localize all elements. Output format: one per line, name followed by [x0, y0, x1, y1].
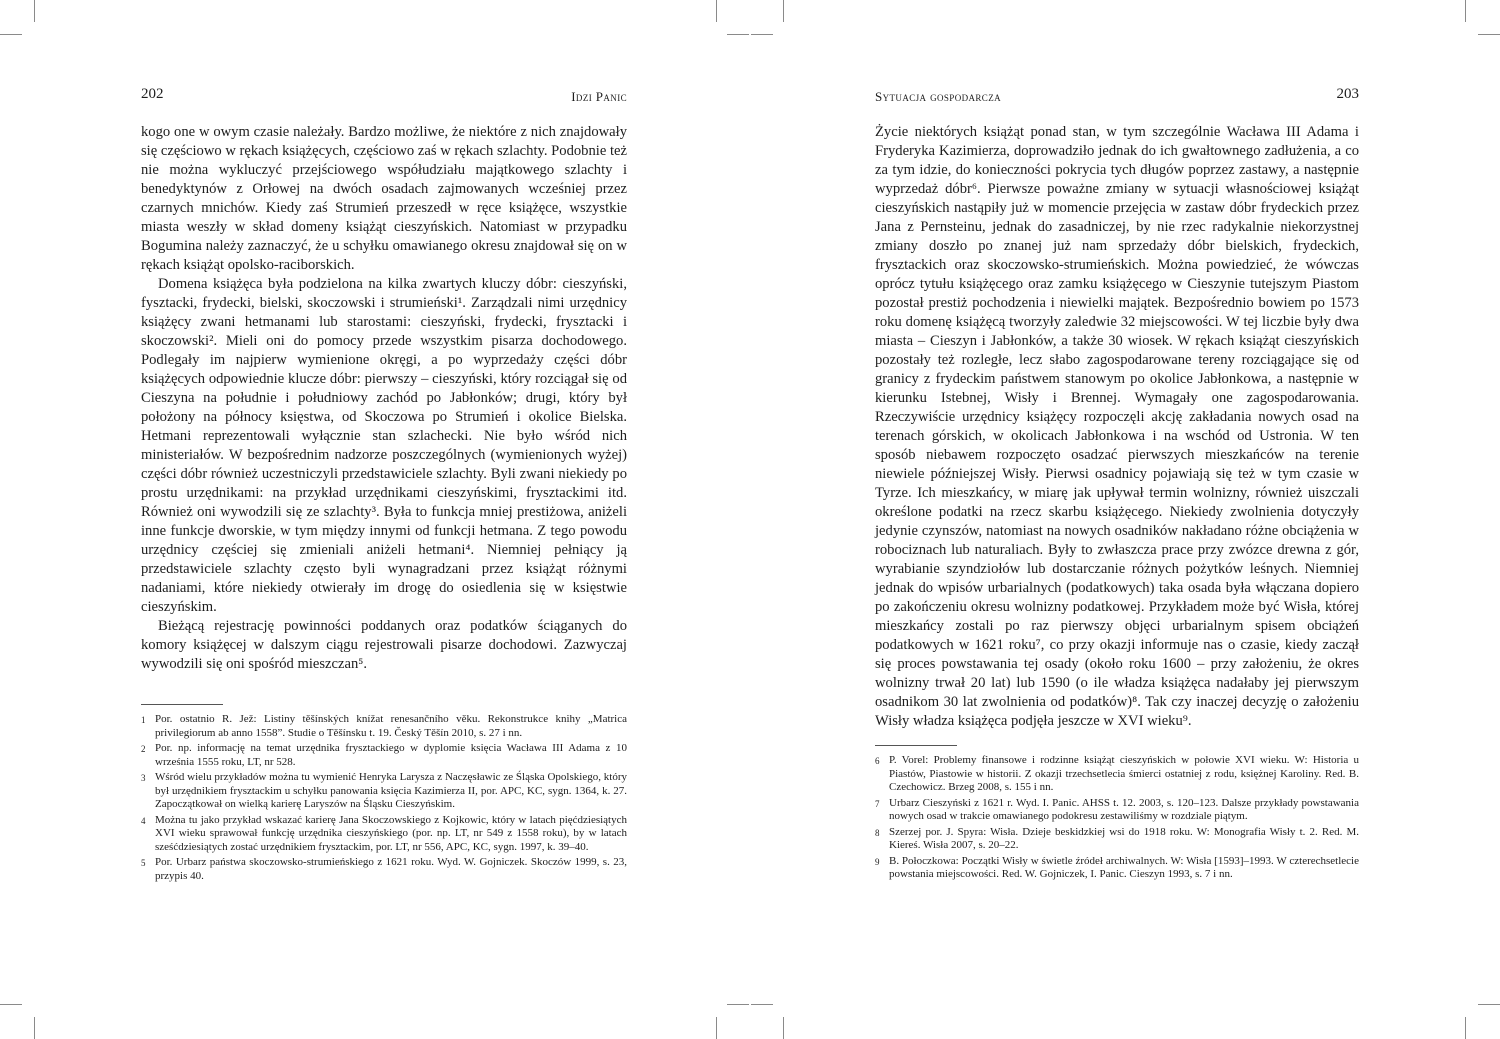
footnote-number: 4: [141, 815, 146, 826]
footnote-number: 5: [141, 858, 146, 868]
footnote: [875, 855, 1359, 882]
footnote: [141, 713, 627, 740]
footnote: [141, 742, 627, 769]
footnote-number: 1: [141, 715, 146, 725]
footnote-text: Por. np. informację na temat urzędnika frysztackiego w dyplomie księcia Wacława III Adama z 10 września 1555 roku, LT, nr 528.: [155, 742, 627, 768]
right-page: [875, 86, 1359, 884]
footnote-text: Urbarz Cieszyński z 1621 r. Wyd. I. Panic. AHSS t. 12. 2003, s. 120–123. Dalsze przykłady powstawania nowych osad w trakcie omawianego podokresu zestawiliśmy w rozdziale piątym.: [889, 796, 1359, 822]
footnote-number: 3: [141, 773, 146, 783]
footnote-rule: [141, 704, 223, 705]
crop-mark: [716, 0, 717, 22]
footnote: [875, 797, 1359, 824]
footnote-rule: [875, 745, 957, 746]
running-title: Idzi Panic: [571, 89, 627, 104]
crop-mark: [1478, 34, 1500, 35]
footnote-text: Wśród wielu przykładów można tu wymienić Henryka Larysza z Naczęsławic ze Śląska Opolskiego, który był urzędnikiem frysztackim u schyłku panowania księcia Kazimierza II, por. APC, KC, sygn. 1364, k. 27. Zapoczątkował on wielką karierę Laryszów na Śląsku Cieszyńskim.: [155, 771, 627, 810]
footnote-text: B. Połoczkowa: Początki Wisły w świetle źródeł archiwalnych. W: Wisła [1593]–1993. W czterechsetlecie powstania miejscowości. Red. W. Gojniczek, I. Panic. Cieszyn 1993, s. 7 i nn.: [889, 854, 1359, 880]
footnote-number: 7: [875, 798, 880, 809]
footnote: [141, 814, 627, 855]
crop-mark: [0, 1004, 22, 1005]
body-text: [141, 123, 627, 674]
footnote-text: P. Vorel: Problemy finansowe i rodzinne książąt cieszyńskich w połowie XVI wieku. W: Historia u Piastów, Piastowie w historii. Z okazji trzechsetlecia śmierci ostatniej z rodu, księżnej Karoliny. Red. B. Czechowicz. Brzeg 2008, s. 155 i nn.: [889, 754, 1359, 793]
footnote-text: Por. ostatnio R. Jež: Listiny těšínských knížat renesančního věku. Rekonstrukce knihy „Matrica privilegiorum ab anno 1558”. Studie o Těšínsku t. 19. Český Těšín 2010, s. 27 i nn.: [155, 713, 627, 739]
page-number: 202: [141, 86, 164, 102]
footnote-number: 8: [875, 827, 880, 838]
paragraph: Domena książęca była podzielona na kilka zwartych kluczy dóbr: cieszyński, fysztacki, frydecki, bielski, skoczowski i strumieński¹. Zarządzali nimi urzędnicy książęcy zwani hetmanami lub starostami: cieszyński, frydecki, frysztacki i skoczowski². Mieli oni do pomocy przede wszystkim pisarza dochodowego. Podlegały im najpierw wymienione okręgi, a po wyprzedaży części dóbr książęcych odpowiednie klucze dóbr: pierwszy – cieszyński, który rozciągał się od Cieszyna na południe i południowy zachód po Jabłonków; drugi, który był położony na północy księstwa, od Skoczowa po Strumień i okolice Bielska. Hetmani reprezentowali wyłącznie stan szlachecki. Nie było wśród nich ministeriałów. W bezpośrednim nadzorze poszczególnych (wymienionych wyżej) części dóbr również uczestniczyli przedstawiciele szlachty. Byli zwani niekiedy po prostu urzędnikami: na przykład urzędnikami cieszyńskimi, frysztackimi itd. Również oni wywodzili się ze szlachty³. Była to funkcja mniej prestiżowa, aniżeli inne funkcje dworskie, w tym między innymi od funkcji hetmana. Z tego powodu urzędnicy częściej się zmieniali aniżeli hetmani⁴. Niemniej pełniący ją przedstawiciele szlachty często byli wynagradzani przez książąt różnymi nadaniami, które niekiedy otwierały im drogę do osiedlenia się w księstwie cieszyńskim.: [141, 276, 627, 615]
crop-mark: [34, 0, 35, 22]
crop-mark: [34, 1017, 35, 1039]
footnote: [141, 771, 627, 812]
footnotes: [141, 713, 627, 883]
crop-mark: [751, 34, 773, 35]
footnote-text: Można tu jako przykład wskazać karierę Jana Skoczowskiego z Kojkowic, który w latach pięćdziesiątych XVI wieku sprawował funkcję urzędnika cieszyńskiego (por. np. LT, nr 549 z 1558 roku), by w latach sześćdziesiątych zostać urzędnikiem frysztackim, por. LT, nr 556, APC, KC, sygn. 1997, k. 39–40.: [155, 813, 627, 853]
paragraph: kogo one w owym czasie należały. Bardzo możliwe, że niektóre z nich znajdowały się częściowo w rękach książęcych, częściowo zaś w rękach szlachty. Podobnie też nie można wykluczyć przejściowego współudziału majątkowego szlachty i benedyktynów z Orłowej na dwóch osadach zajmowanych wcześniej przez czarnych mnichów. Kiedy zaś Strumień przeszedł w ręce książęce, wszystkie miasta weszły w skład domeny książąt cieszyńskich. Natomiast w przypadku Bogumina należy zaznaczyć, że u schyłku omawianego okresu znajdował się on w rękach książąt opolsko-raciborskich.: [141, 124, 627, 273]
footnote-number: 2: [141, 744, 146, 754]
paragraph: Bieżącą rejestrację powinności poddanych oraz podatków ściąganych do komory książęcej w dalszym ciągu rejestrowali pisarze dochodowi. Zazwyczaj wywodzili się oni spośród mieszczan⁵.: [141, 618, 627, 672]
crop-mark: [0, 34, 22, 35]
crop-mark: [1465, 1017, 1466, 1039]
body-text: [875, 123, 1359, 731]
footnote: [875, 826, 1359, 853]
footnote-number: 6: [875, 756, 880, 766]
footnote-text: Szerzej por. J. Spyra: Wisła. Dzieje beskidzkiej wsi do 1918 roku. W: Monografia Wisły t. 2. Red. M. Kiereś. Wisła 2007, s. 20–22.: [889, 825, 1359, 851]
footnote: [875, 754, 1359, 795]
footnotes: [875, 754, 1359, 882]
crop-mark: [716, 1017, 717, 1039]
footnote-number: 9: [875, 856, 880, 867]
running-head: [875, 86, 1359, 108]
crop-mark: [727, 34, 749, 35]
crop-mark: [783, 1017, 784, 1039]
footnote-text: Por. Urbarz państwa skoczowsko-strumieńskiego z 1621 roku. Wyd. W. Gojniczek. Skoczów 1999, s. 23, przypis 40.: [155, 856, 627, 882]
footnote: [141, 856, 627, 883]
crop-mark: [751, 1004, 773, 1005]
crop-mark: [783, 0, 784, 22]
left-page: [141, 86, 627, 885]
paragraph: Życie niektórych książąt ponad stan, w tym szczególnie Wacława III Adama i Fryderyka Kazimierza, doprowadziło jednak do ich gwałtownego zadłużenia, a co za tym idzie, do konieczności pokrycia tych długów poprzez zastawy, a następnie wyprzedaż dóbr⁶. Pierwsze poważne zmiany w sytuacji własnościowej książąt cieszyńskich nastąpiły już w momencie przejęcia w zastaw dóbr frydeckich przez Jana z Pernsteinu, jednak do zasadniczej, by nie rzec radykalnie niekorzystnej zmiany doszło po znanej już nam sprzedaży dóbr bielskich, frydeckich, frysztackich oraz skoczowsko-strumieńskich. Można powiedzieć, że wówczas oprócz tytułu książęcego oraz zamku książęcego w Cieszynie tutejszym Piastom pozostał prestiż pochodzenia i niewielki majątek. Bezpośrednio bowiem po 1573 roku domenę książęcą tworzyły zaledwie 32 miejscowości. W tej liczbie były dwa miasta – Cieszyn i Jabłonków, a także 30 wiosek. W rękach książąt cieszyńskich pozostały też rozległe, lecz słabo zagospodarowane tereny rozciągające się od granicy z frydeckim państwem stanowym po okolice Jabłonkowa, a następnie w kierunku Istebnej, Wisły i Brennej. Wymagały one zagospodarowania. Rzeczywiście urzędnicy książęcy rozpoczęli akcję zakładania nowych osad na terenach górskich, w okolicach Jabłonkowa i na wschód od Ustronia. W ten sposób niebawem rozpoczęto osadzać pierwszych mieszkańców na terenie niewiele późniejszej Wisły. Pierwsi osadnicy pojawiają się też w tym czasie w Tyrze. Ich mieszkańcy, w miarę jak upływał termin wolnizny, również uiszczali określone podatki na rzecz skarbu książęcego. Niekiedy zwolnienia dotyczyły jedynie czynszów, natomiast na nowych osadników nakładano różne obciążenia w robociznach lub naturaliach. Były to zwłaszcza prace przy zwózce drewna z gór, wyrabianie szyndziołów lub dostarczanie różnych pożytków leśnych. Niemniej jednak do wpisów urbarialnych (podatkowych) taka osada była włączana dopiero po zakończeniu okresu wolnizny podatkowej. Przykładem może być Wisła, której mieszkańcy zostali po raz pierwszy objęci urbarialnym spisem obciążeń podatkowych w 1621 roku⁷, co przy okazji informuje nas o czasie, kiedy zaczął się proces powstawania tej osady (około roku 1600 – przy założeniu, że okres wolnizny trwał 20 lat) lub 1590 (o ile władza książęca nadałaby jej pierwszym osadnikom 30 lat zwolnienia od podatków)⁸. Tak czy inaczej decyzję o założeniu Wisły władza książęca podjęła jeszcze w XVI wieku⁹.: [875, 124, 1359, 729]
running-head: [141, 86, 627, 108]
page-number: 203: [1336, 86, 1359, 102]
crop-mark: [1478, 1004, 1500, 1005]
crop-mark: [727, 1004, 749, 1005]
running-title: Sytuacja gospodarcza: [875, 89, 1001, 104]
crop-mark: [1465, 0, 1466, 22]
